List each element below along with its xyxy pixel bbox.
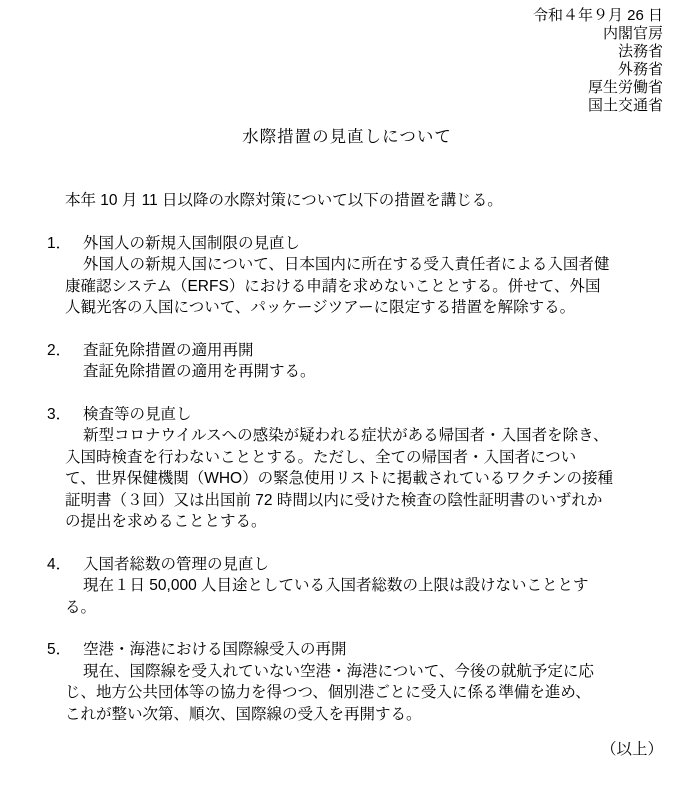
section-1-heading xyxy=(0,233,694,255)
header-org: 内閣官房 xyxy=(602,25,663,42)
header-org: 法務省 xyxy=(617,43,663,60)
section-number: 4． xyxy=(47,555,72,573)
section-5 xyxy=(0,639,694,725)
section-number: 5． xyxy=(47,641,72,658)
body-line: じ、地方公共団体等の協力を得つつ、個別港ごとに受入に係る準備を進め、 xyxy=(65,684,591,701)
document-date: 令和４年９月 26 日 xyxy=(532,7,663,24)
body-line: 入国時検査を行わないこととする。ただし、全ての帰国者・入国者につい xyxy=(65,448,577,466)
section-3 xyxy=(0,404,694,533)
header-org: 外務省 xyxy=(617,61,663,78)
body-line: 人観光客の入国について、パッケージツアーに限定する措置を解除する。 xyxy=(65,299,576,316)
body-line: これが整い次第、順次、国際線の受入を再開する。 xyxy=(65,705,422,723)
section-heading-text: 空港・海港における国際線受入の再開 xyxy=(83,641,347,658)
section-3-heading xyxy=(0,404,694,426)
section-heading-text: 査証免除措置の適用再開 xyxy=(83,341,254,359)
section-4-heading xyxy=(0,554,694,576)
body-line: て、世界保健機関（WHO）の緊急使用リストに掲載されているワクチンの接種 xyxy=(65,470,613,487)
body-line: 外国人の新規入国について、日本国内に所在する受入責任者による入国者健 xyxy=(83,256,610,273)
section-number: 2． xyxy=(47,341,72,359)
intro-paragraph: 本年 10 月 11 日以降の水際対策について以下の措置を講じる。 xyxy=(65,192,503,209)
document-header xyxy=(533,7,663,115)
section-number: 3． xyxy=(47,405,72,423)
body-line: 康確認システム（ERFS）における申請を求めないこととする。併せて、外国 xyxy=(65,277,601,295)
header-org: 国土交通省 xyxy=(587,97,663,114)
body-line: る。 xyxy=(65,598,97,616)
body-line: 現在１日 50,000 人目途としている入国者総数の上限は設けないこととす xyxy=(83,577,589,594)
section-heading-text: 検査等の見直し xyxy=(83,405,192,423)
body-line: 現在、国際線を受入れていない空港・海港について、今後の就航予定に応 xyxy=(83,662,594,680)
section-1 xyxy=(0,233,694,319)
section-2-heading xyxy=(0,340,694,362)
section-5-heading xyxy=(0,639,694,661)
section-heading-text: 入国者総数の管理の見直し xyxy=(83,555,270,573)
body-line: 査証免除措置の適用を再開する。 xyxy=(83,363,316,380)
body-line: 新型コロナウイルスへの感染が疑われる症状がある帰国者・入国者を除き、 xyxy=(83,427,609,444)
section-number: 1． xyxy=(47,234,72,252)
document-title: 水際措置の見直しについて xyxy=(242,128,452,146)
section-heading-text: 外国人の新規入国制限の見直し xyxy=(83,234,301,252)
section-4 xyxy=(0,554,694,619)
body-line: の提出を求めることとする。 xyxy=(65,513,267,530)
body-line: 証明書（３回）又は出国前 72 時間以内に受けた検査の陰性証明書のいずれか xyxy=(65,491,603,509)
document-body xyxy=(0,190,694,725)
header-org: 厚生労働省 xyxy=(587,79,663,96)
section-2 xyxy=(0,340,694,383)
closing-text: （以上） xyxy=(600,741,663,758)
